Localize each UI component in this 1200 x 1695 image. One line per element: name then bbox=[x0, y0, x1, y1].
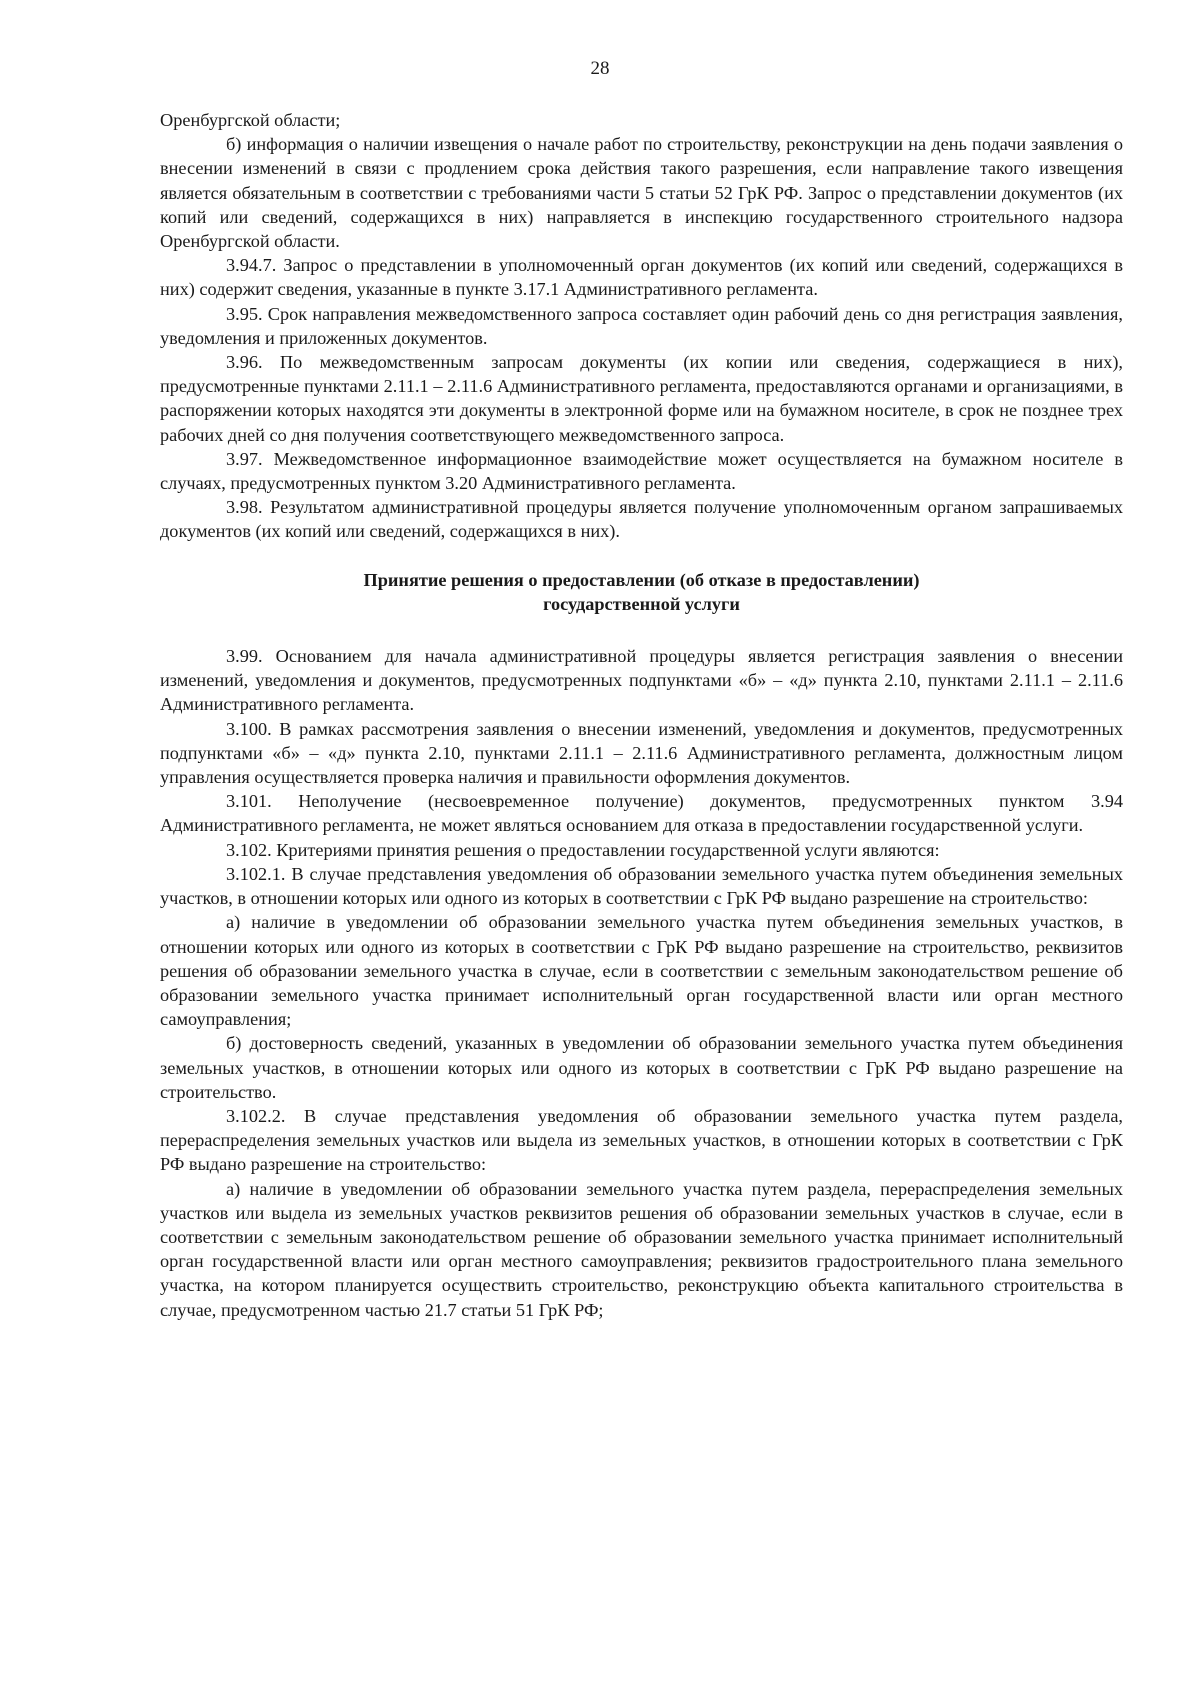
section-heading-line-1: Принятие решения о предоставлении (об отказе в предоставлении) bbox=[363, 569, 920, 590]
paragraph: 3.102.1. В случае представления уведомления об образовании земельного участка путем объединения земельных участков, в отношении которых или одного из которых в соответствии с ГрК РФ выдано разрешение на строительство: bbox=[160, 863, 1123, 909]
paragraph: 3.101. Неполучение (несвоевременное получение) документов, предусмотренных пунктом 3.94 Административного регламента, не может являться основанием для отказа в предоставлении государственной услуги. bbox=[160, 791, 1123, 836]
paragraph: 3.98. Результатом административной процедуры является получение уполномоченным органом запрашиваемых документов (их копий или сведений, содержащихся в них). bbox=[160, 497, 1123, 542]
paragraph: 3.100. В рамках рассмотрения заявления о внесении изменений, уведомления и документов, предусмотренных подпунктами «б» – «д» пункта 2.10, пунктами 2.11.1 – 2.11.6 Административного регламента, должностным лицом управления осуществляется проверка наличия и правильности оформления документов. bbox=[160, 718, 1123, 788]
paragraph: а) наличие в уведомлении об образовании земельного участка путем раздела, перераспределения земельных участков или выдела из земельных участков реквизитов решения об образовании земельных участков в случае, если в соответствии с земельным законодательством решение об образовании земельного участка принимает исполнительный орган государственной власти или орган местного самоуправления; реквизитов градостроительного плана земельного участка, на котором планируется осуществить строительство, реконструкцию объекта капитального строительства в случае, предусмотренном частью 21.7 статьи 51 ГрК РФ; bbox=[160, 1178, 1123, 1320]
paragraph: б) информация о наличии извещения о начале работ по строительству, реконструкции на день подачи заявления о внесении изменений в связи с продлением срока действия такого разрешения, если направление такого извещения является обязательным в соответствии с требованиями части 5 статьи 52 ГрК РФ. Запрос о представлении документов (их копий или сведений, содержащихся в них) направляется в инспекцию государственного строительного надзора Оренбургской области. bbox=[160, 134, 1123, 252]
paragraph: 3.94.7. Запрос о представлении в уполномоченный орган документов (их копий или сведений, содержащихся в них) содержит сведения, указанные в пункте 3.17.1 Административного регламента. bbox=[160, 255, 1123, 300]
paragraph: 3.99. Основанием для начала административной процедуры является регистрация заявления о внесении изменений, уведомления и документов, предусмотренных подпунктами «б» – «д» пункта 2.10, пунктами 2.11.1 – 2.11.6 Административного регламента. bbox=[160, 646, 1123, 715]
section-heading-line-2: государственной услуги bbox=[543, 593, 740, 614]
paragraph: 3.102. Критериями принятия решения о предоставлении государственной услуги являются: bbox=[226, 839, 940, 860]
section-before-heading bbox=[160, 108, 1123, 544]
paragraph: б) достоверность сведений, указанных в уведомлении об образовании земельного участка путем объединения земельных участков, в отношении которых или одного из которых в соответствии с ГрК РФ выдано разрешение на строительство. bbox=[160, 1033, 1123, 1102]
document-body bbox=[160, 108, 1123, 1322]
paragraph: 3.102.2. В случае представления уведомления об образовании земельного участка путем раздела, перераспределения земельных участков или выдела из земельных участков, в отношении которых в соответствии с ГрК РФ выдано разрешение на строительство: bbox=[160, 1105, 1123, 1175]
section-heading bbox=[160, 568, 1123, 616]
section-after-heading bbox=[160, 644, 1123, 1322]
paragraph: Оренбургской области; bbox=[160, 110, 341, 130]
page-number: 28 bbox=[590, 58, 610, 79]
paragraph: 3.96. По межведомственным запросам документы (их копии или сведения, содержащиеся в них), предусмотренные пунктами 2.11.1 – 2.11.6 Административного регламента, предоставляются органами и организациями, в распоряжении которых находятся эти документы в электронной форме или на бумажном носителе, в срок не позднее трех рабочих дней со дня получения соответствующего межведомственного запроса. bbox=[160, 352, 1123, 445]
paragraph: 3.95. Срок направления межведомственного запроса составляет один рабочий день со дня регистрация заявления, уведомления и приложенных документов. bbox=[160, 303, 1123, 348]
paragraph: 3.97. Межведомственное информационное взаимодействие может осуществляется на бумажном носителе в случаях, предусмотренных пунктом 3.20 Административного регламента. bbox=[160, 448, 1123, 494]
paragraph: а) наличие в уведомлении об образовании земельного участка путем объединения земельных участков, в отношении которых или одного из которых в соответствии с ГрК РФ выдано разрешение на строительство, реквизитов решения об образовании земельного участка в случае, если в соответствии с земельным законодательством решение об образовании земельного участка принимает исполнительный орган государственной власти или орган местного самоуправления; bbox=[160, 912, 1123, 1030]
